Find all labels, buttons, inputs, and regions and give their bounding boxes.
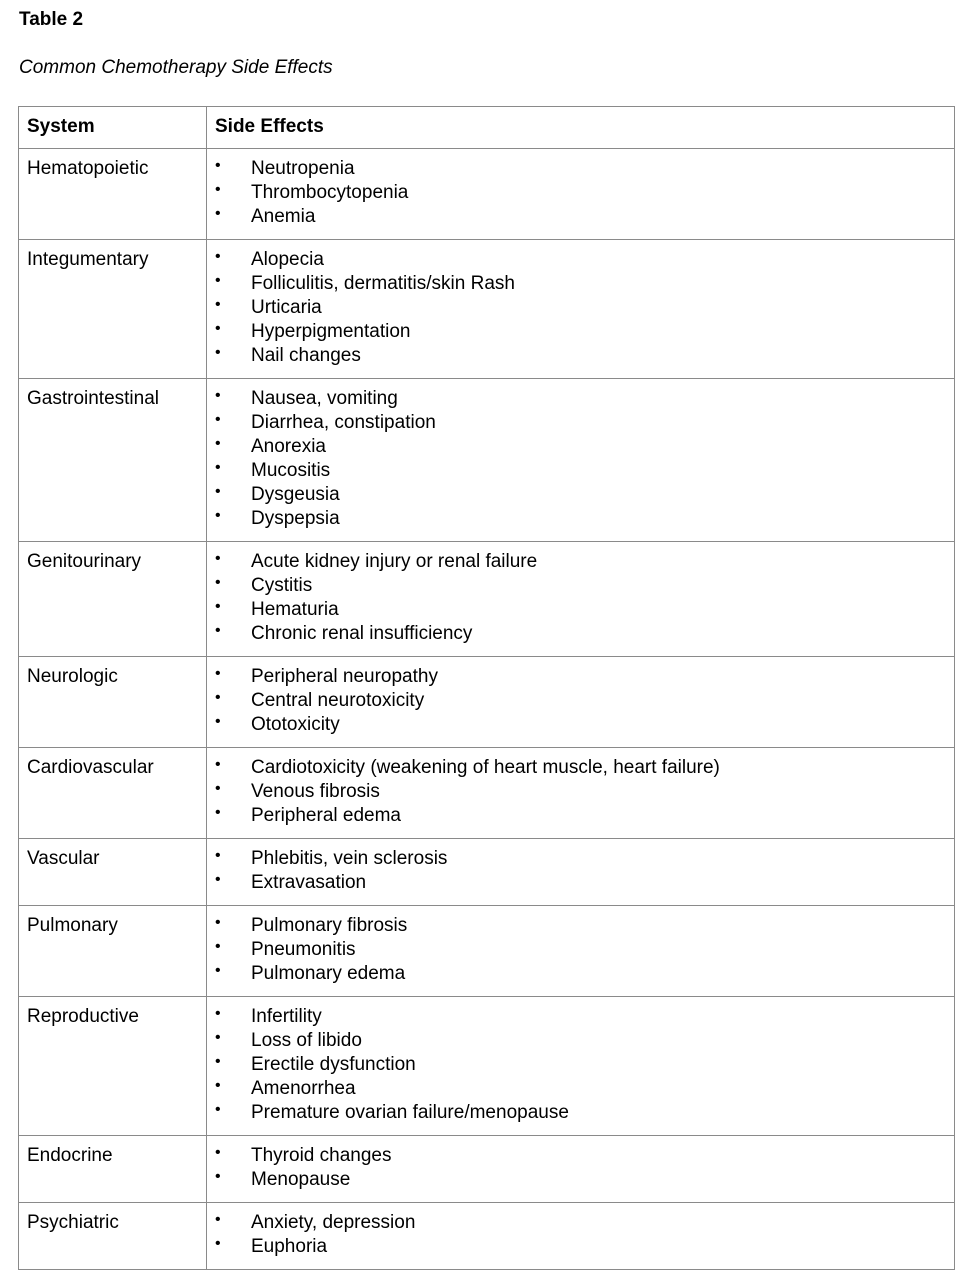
table-row — [19, 379, 955, 542]
side-effects-list — [207, 997, 954, 1135]
column-header-system-label: System — [27, 116, 95, 137]
side-effects-list — [207, 839, 954, 905]
side-effects-list — [207, 542, 954, 656]
side-effect-item — [207, 1077, 954, 1101]
side-effect-item — [207, 181, 954, 205]
table-row — [19, 1136, 955, 1203]
side-effect-text: Pulmonary fibrosis — [251, 915, 408, 936]
side-effect-item — [207, 665, 954, 689]
side-effect-text: Infertility — [251, 1006, 322, 1027]
bullet-icon: • — [215, 1077, 221, 1094]
side-effect-text: Cystitis — [251, 575, 313, 596]
side-effects-list — [207, 240, 954, 378]
side-effect-item — [207, 272, 954, 296]
side-effect-item — [207, 780, 954, 804]
bullet-icon: • — [215, 1101, 221, 1118]
system-name: Integumentary — [27, 249, 149, 270]
system-cell — [19, 997, 207, 1136]
side-effect-item — [207, 550, 954, 574]
system-name: Vascular — [27, 848, 100, 869]
side-effect-item — [207, 689, 954, 713]
side-effect-text: Alopecia — [251, 249, 324, 270]
system-name: Neurologic — [27, 666, 118, 687]
bullet-icon: • — [215, 914, 221, 931]
side-effect-item — [207, 871, 954, 895]
side-effect-item — [207, 622, 954, 646]
bullet-icon: • — [215, 804, 221, 821]
system-name: Hematopoietic — [27, 158, 149, 179]
side-effect-text: Nausea, vomiting — [251, 388, 398, 409]
bullet-icon: • — [215, 1211, 221, 1228]
side-effects-cell — [207, 657, 955, 748]
column-header-system — [19, 107, 207, 149]
bullet-icon: • — [215, 296, 221, 313]
side-effects-cell — [207, 1203, 955, 1270]
system-cell — [19, 657, 207, 748]
side-effect-text: Diarrhea, constipation — [251, 412, 436, 433]
side-effect-text: Acute kidney injury or renal failure — [251, 551, 538, 572]
side-effect-item — [207, 1005, 954, 1029]
side-effect-item — [207, 387, 954, 411]
side-effect-item — [207, 320, 954, 344]
side-effect-item — [207, 713, 954, 737]
bullet-icon: • — [215, 847, 221, 864]
bullet-icon: • — [215, 962, 221, 979]
side-effects-cell — [207, 240, 955, 379]
side-effect-item — [207, 248, 954, 272]
bullet-icon: • — [215, 483, 221, 500]
table-row — [19, 839, 955, 906]
bullet-icon: • — [215, 1005, 221, 1022]
table-label: Table 2 — [19, 9, 84, 30]
side-effect-item — [207, 598, 954, 622]
side-effect-text: Pneumonitis — [251, 939, 356, 960]
bullet-icon: • — [215, 622, 221, 639]
side-effect-text: Extravasation — [251, 872, 367, 893]
side-effects-cell — [207, 748, 955, 839]
table-caption: Common Chemotherapy Side Effects — [19, 57, 333, 78]
side-effect-item — [207, 459, 954, 483]
side-effect-text: Premature ovarian failure/menopause — [251, 1102, 569, 1123]
side-effect-item — [207, 938, 954, 962]
bullet-icon: • — [215, 574, 221, 591]
side-effects-list — [207, 1136, 954, 1202]
system-cell — [19, 748, 207, 839]
side-effect-text: Neutropenia — [251, 158, 355, 179]
side-effects-list — [207, 657, 954, 747]
side-effect-text: Anxiety, depression — [251, 1212, 416, 1233]
column-header-side-effects-label: Side Effects — [215, 116, 324, 137]
bullet-icon: • — [215, 1029, 221, 1046]
bullet-icon: • — [215, 871, 221, 888]
side-effect-item — [207, 1053, 954, 1077]
bullet-icon: • — [215, 713, 221, 730]
side-effect-item — [207, 914, 954, 938]
side-effect-text: Peripheral edema — [251, 805, 401, 826]
side-effect-text: Hematuria — [251, 599, 339, 620]
side-effects-cell — [207, 997, 955, 1136]
bullet-icon: • — [215, 780, 221, 797]
side-effects-list — [207, 379, 954, 541]
bullet-icon: • — [215, 181, 221, 198]
side-effect-text: Peripheral neuropathy — [251, 666, 438, 687]
side-effect-text: Central neurotoxicity — [251, 690, 425, 711]
bullet-icon: • — [215, 205, 221, 222]
table-row — [19, 1203, 955, 1270]
system-cell — [19, 542, 207, 657]
side-effects-table — [18, 106, 955, 1270]
side-effect-text: Dysgeusia — [251, 484, 340, 505]
side-effect-text: Amenorrhea — [251, 1078, 356, 1099]
system-name: Cardiovascular — [27, 757, 154, 778]
side-effect-text: Urticaria — [251, 297, 322, 318]
system-name: Psychiatric — [27, 1212, 119, 1233]
side-effect-text: Anemia — [251, 206, 316, 227]
side-effect-text: Pulmonary edema — [251, 963, 406, 984]
side-effect-item — [207, 157, 954, 181]
side-effect-text: Dyspepsia — [251, 508, 340, 529]
bullet-icon: • — [215, 272, 221, 289]
bullet-icon: • — [215, 1235, 221, 1252]
system-name: Genitourinary — [27, 551, 142, 572]
side-effect-item — [207, 1144, 954, 1168]
side-effect-item — [207, 483, 954, 507]
side-effects-list — [207, 906, 954, 996]
side-effects-cell — [207, 1136, 955, 1203]
table-row — [19, 542, 955, 657]
side-effect-text: Cardiotoxicity (weakening of heart muscle, heart failure) — [251, 757, 720, 778]
side-effects-cell — [207, 379, 955, 542]
side-effect-item — [207, 435, 954, 459]
bullet-icon: • — [215, 459, 221, 476]
side-effects-list — [207, 149, 954, 239]
side-effect-item — [207, 1101, 954, 1125]
side-effect-text: Anorexia — [251, 436, 326, 457]
system-cell — [19, 839, 207, 906]
side-effect-text: Venous fibrosis — [251, 781, 380, 802]
system-cell — [19, 906, 207, 997]
side-effect-item — [207, 411, 954, 435]
bullet-icon: • — [215, 598, 221, 615]
bullet-icon: • — [215, 344, 221, 361]
side-effect-text: Nail changes — [251, 345, 361, 366]
table-row — [19, 657, 955, 748]
side-effect-item — [207, 344, 954, 368]
side-effect-text: Folliculitis, dermatitis/skin Rash — [251, 273, 515, 294]
bullet-icon: • — [215, 689, 221, 706]
side-effect-item — [207, 507, 954, 531]
system-name: Gastrointestinal — [27, 388, 160, 409]
side-effects-list — [207, 748, 954, 838]
system-cell — [19, 240, 207, 379]
bullet-icon: • — [215, 756, 221, 773]
side-effect-item — [207, 756, 954, 780]
side-effect-item — [207, 1211, 954, 1235]
bullet-icon: • — [215, 157, 221, 174]
side-effects-cell — [207, 839, 955, 906]
side-effects-cell — [207, 542, 955, 657]
side-effect-text: Thrombocytopenia — [251, 182, 409, 203]
bullet-icon: • — [215, 665, 221, 682]
system-name: Endocrine — [27, 1145, 113, 1166]
table-body — [19, 149, 955, 1270]
side-effect-text: Euphoria — [251, 1236, 328, 1257]
side-effect-text: Mucositis — [251, 460, 331, 481]
side-effect-text: Erectile dysfunction — [251, 1054, 416, 1075]
side-effect-item — [207, 296, 954, 320]
side-effect-item — [207, 804, 954, 828]
bullet-icon: • — [215, 507, 221, 524]
side-effect-text: Loss of libido — [251, 1030, 362, 1051]
side-effect-text: Hyperpigmentation — [251, 321, 411, 342]
bullet-icon: • — [215, 411, 221, 428]
table-row — [19, 906, 955, 997]
side-effects-cell — [207, 906, 955, 997]
bullet-icon: • — [215, 320, 221, 337]
column-header-side-effects — [207, 107, 955, 149]
side-effects-cell — [207, 149, 955, 240]
side-effect-item — [207, 1029, 954, 1053]
side-effect-text: Menopause — [251, 1169, 351, 1190]
bullet-icon: • — [215, 1053, 221, 1070]
side-effect-item — [207, 205, 954, 229]
bullet-icon: • — [215, 938, 221, 955]
side-effect-item — [207, 847, 954, 871]
side-effect-text: Ototoxicity — [251, 714, 340, 735]
side-effect-text: Thyroid changes — [251, 1145, 392, 1166]
side-effect-item — [207, 574, 954, 598]
system-name: Pulmonary — [27, 915, 118, 936]
system-cell — [19, 1136, 207, 1203]
side-effect-item — [207, 1235, 954, 1259]
bullet-icon: • — [215, 1168, 221, 1185]
table-row — [19, 149, 955, 240]
table-row — [19, 240, 955, 379]
system-cell — [19, 379, 207, 542]
side-effects-list — [207, 1203, 954, 1269]
bullet-icon: • — [215, 550, 221, 567]
side-effect-item — [207, 962, 954, 986]
bullet-icon: • — [215, 1144, 221, 1161]
table-row — [19, 748, 955, 839]
side-effect-text: Phlebitis, vein sclerosis — [251, 848, 448, 869]
system-name: Reproductive — [27, 1006, 139, 1027]
system-cell — [19, 149, 207, 240]
table-row — [19, 997, 955, 1136]
bullet-icon: • — [215, 387, 221, 404]
side-effect-text: Chronic renal insufficiency — [251, 623, 473, 644]
side-effect-item — [207, 1168, 954, 1192]
bullet-icon: • — [215, 435, 221, 452]
table-header-row — [19, 107, 955, 149]
system-cell — [19, 1203, 207, 1270]
bullet-icon: • — [215, 248, 221, 265]
